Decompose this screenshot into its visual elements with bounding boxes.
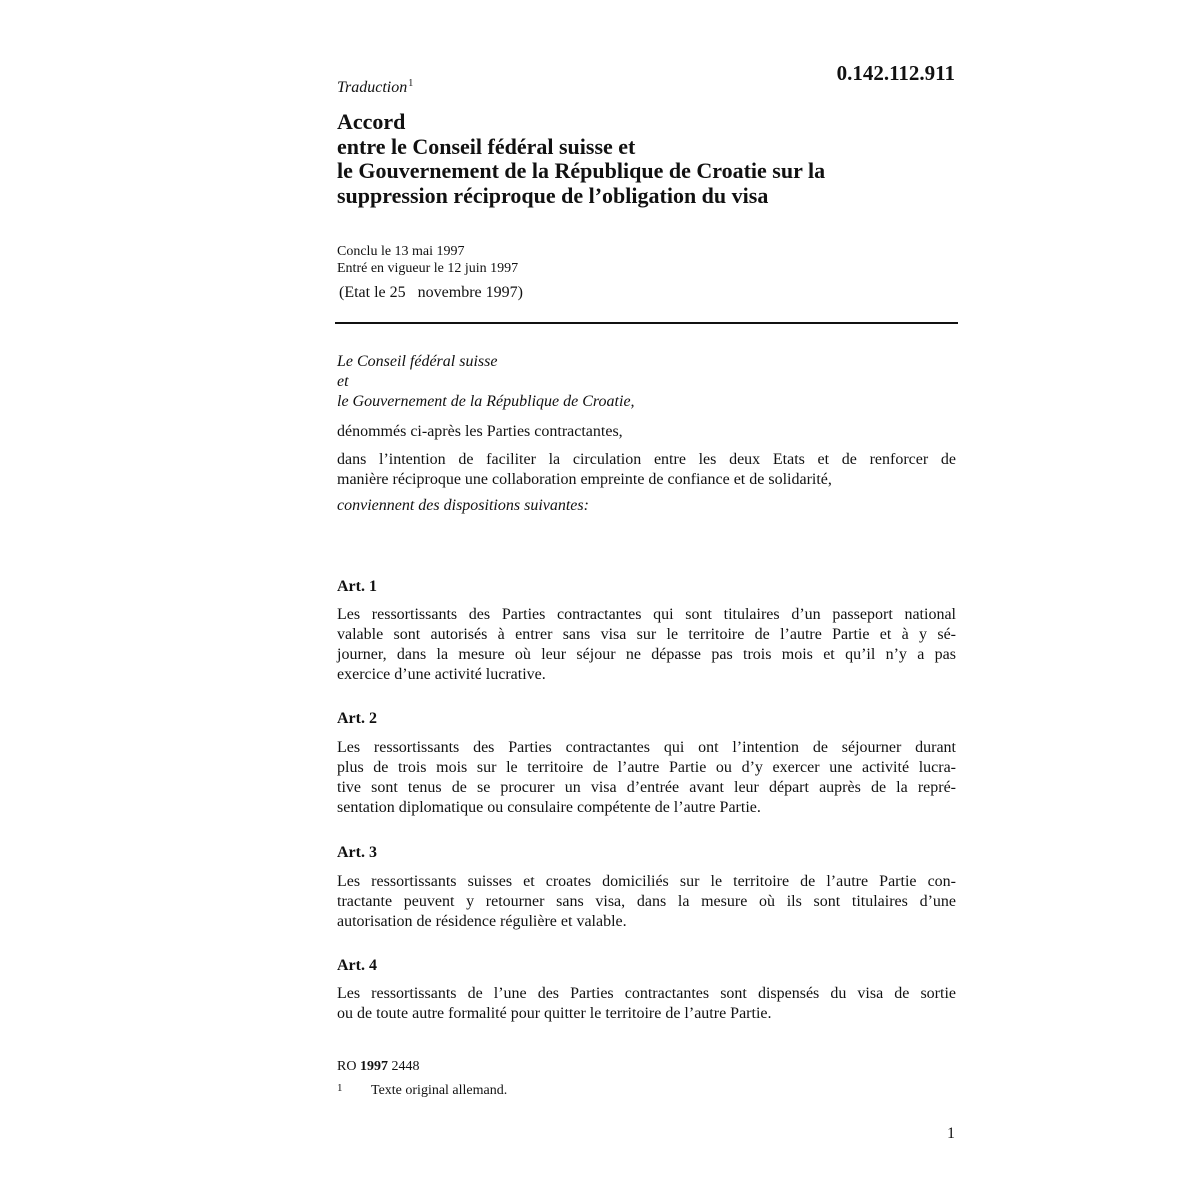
article-2-line: sentation diplomatique ou consulaire compétente de l’autre Partie. xyxy=(337,799,761,816)
article-2-heading: Art. 2 xyxy=(337,710,377,727)
party-swiss: Le Conseil fédéral suisse xyxy=(337,353,498,370)
title-line-2: entre le Conseil fédéral suisse et xyxy=(337,133,636,159)
article-1-line: exercice d’une activité lucrative. xyxy=(337,666,546,683)
article-3-line: Les ressortissants suisses et croates domiciliés sur le territoire de l’autre Partie con- xyxy=(337,873,956,890)
article-2-text xyxy=(337,738,956,818)
article-1-line: Les ressortissants des Parties contractantes qui sont titulaires d’un passeport national xyxy=(337,606,956,623)
document-reference-number: 0.142.112.911 xyxy=(836,61,955,85)
intention-line-2: manière réciproque une collaboration empreinte de confiance et de solidarité, xyxy=(337,471,832,488)
footnote-text: Texte original allemand. xyxy=(371,1083,508,1098)
intention-line-1: dans l’intention de faciliter la circulation entre les deux Etats et de renforcer de xyxy=(337,451,956,468)
article-1-text xyxy=(337,605,956,685)
preamble-parties xyxy=(337,352,956,412)
article-2-line: plus de trois mois sur le territoire de l’autre Partie ou d’y exercer une activité lucra- xyxy=(337,759,956,776)
preamble-agreement: conviennent des dispositions suivantes: xyxy=(337,497,589,514)
article-1-line: valable sont autorisés à entrer sans visa sur le territoire de l’autre Partie et à y sé- xyxy=(337,626,956,643)
translation-label-text: Traduction xyxy=(337,79,408,96)
document-dates xyxy=(337,243,518,277)
article-3-text xyxy=(337,872,956,932)
footnote-number: 1 xyxy=(337,1082,343,1094)
ro-year: 1997 xyxy=(359,1059,388,1074)
footnote xyxy=(337,1079,507,1100)
ro-prefix: RO xyxy=(337,1059,357,1074)
title-line-4: suppression réciproque de l’obligation du visa xyxy=(337,182,769,208)
in-force-date: Entré en vigueur le 12 juin 1997 xyxy=(337,261,519,276)
article-2-line: Les ressortissants des Parties contractantes qui ont l’intention de séjourner durant xyxy=(337,739,956,756)
header-divider xyxy=(335,322,958,324)
preamble-designation: dénommés ci-après les Parties contractantes, xyxy=(337,423,623,440)
party-croatia: le Gouvernement de la République de Croatie, xyxy=(337,393,635,410)
ro-reference xyxy=(337,1058,419,1076)
page-number: 1 xyxy=(947,1125,955,1142)
footnote-reference[interactable]: 1 xyxy=(408,78,414,89)
concluded-date: Conclu le 13 mai 1997 xyxy=(337,244,465,259)
ro-page: 2448 xyxy=(391,1059,420,1074)
state-date: (Etat le 25 novembre 1997) xyxy=(339,284,523,301)
article-4-line: Les ressortissants de l’une des Parties contractantes sont dispensés du visa de sortie xyxy=(337,985,956,1002)
article-3-line: tractante peuvent y retourner sans visa, dans la mesure où ils sont titulaires d’une xyxy=(337,893,956,910)
title-line-3: le Gouvernement de la République de Croatie sur la xyxy=(337,158,826,183)
article-4-heading: Art. 4 xyxy=(337,957,377,974)
translation-label xyxy=(337,74,413,98)
article-2-line: tive sont tenus de se procurer un visa d’entrée avant leur départ auprès de la repré- xyxy=(337,779,956,796)
preamble-intention xyxy=(337,450,956,490)
title-line-1: Accord xyxy=(337,109,406,134)
article-3-line: autorisation de résidence régulière et valable. xyxy=(337,913,627,930)
document-title xyxy=(337,110,957,208)
article-1-heading: Art. 1 xyxy=(337,578,377,595)
article-4-line: ou de toute autre formalité pour quitter le territoire de l’autre Partie. xyxy=(337,1005,772,1022)
conjunction: et xyxy=(337,373,349,390)
article-1-line: journer, dans la mesure où leur séjour ne dépasse pas trois mois et qu’il n’y a pas xyxy=(337,646,956,663)
article-3-heading: Art. 3 xyxy=(337,844,377,861)
article-4-text xyxy=(337,984,956,1024)
